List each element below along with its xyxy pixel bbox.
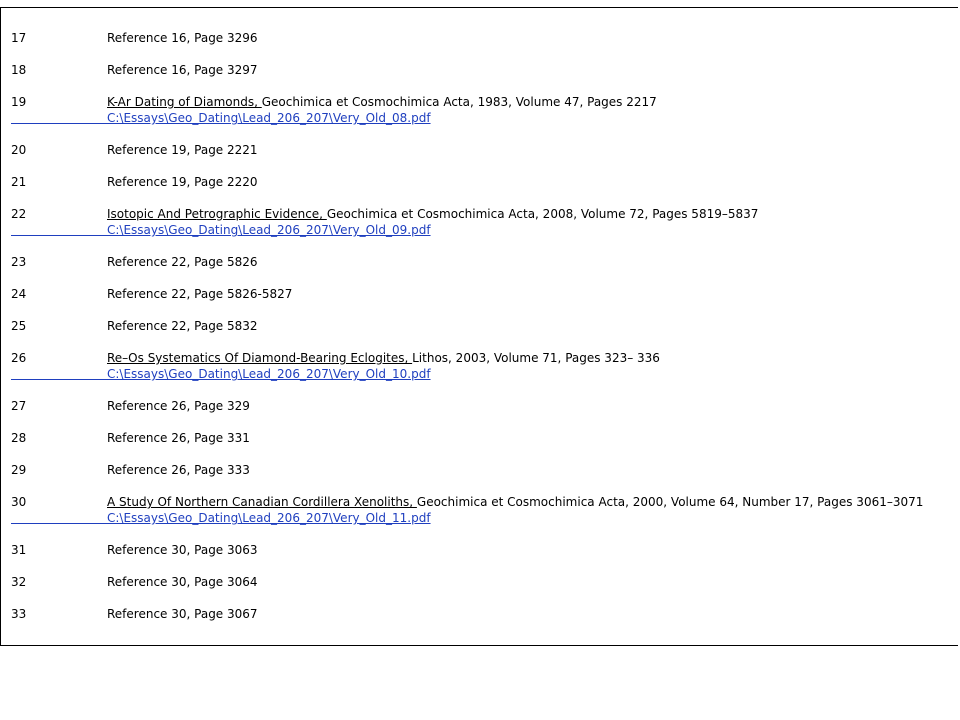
reference-file-link[interactable]: C:\Essays\Geo_Dating\Lead_206_207\Very_Old_09.pdf [107, 223, 431, 237]
reference-entry-27 [1, 398, 959, 430]
reference-number: 17 [11, 31, 27, 45]
reference-link-line [11, 222, 431, 238]
reference-entry-33 [1, 606, 959, 638]
reference-link-line [11, 110, 431, 126]
reference-entry-24 [1, 286, 959, 318]
reference-text: Reference 26, Page 331 [107, 431, 250, 445]
reference-number: 20 [11, 143, 27, 157]
reference-number: 33 [11, 607, 27, 621]
reference-entry-25 [1, 318, 959, 350]
reference-number: 26 [11, 351, 27, 365]
reference-number: 29 [11, 463, 27, 477]
reference-entry-29 [1, 462, 959, 494]
link-underline-lead [11, 366, 107, 380]
reference-title: Re–Os Systematics Of Diamond-Bearing Eclogites, [107, 351, 413, 365]
link-underline-lead [11, 110, 107, 124]
reference-citation [107, 94, 657, 110]
reference-number: 18 [11, 63, 27, 77]
reference-entry-23 [1, 254, 959, 286]
reference-citation [107, 350, 660, 366]
reference-text: Reference 26, Page 333 [107, 463, 250, 477]
reference-text: Reference 16, Page 3296 [107, 31, 258, 45]
reference-title: A Study Of Northern Canadian Cordillera Xenoliths, [107, 495, 417, 509]
reference-text: Reference 22, Page 5826 [107, 255, 258, 269]
reference-entry-31 [1, 542, 959, 574]
reference-title: K-Ar Dating of Diamonds, [107, 95, 262, 109]
reference-source: Geochimica et Cosmochimica Acta, 2000, Volume 64, Number 17, Pages 3061–3071 [416, 495, 924, 509]
reference-entry-20 [1, 142, 959, 174]
reference-link-line [11, 366, 431, 382]
reference-entry-22 [1, 206, 959, 254]
reference-citation [107, 206, 758, 222]
reference-number: 21 [11, 175, 27, 189]
reference-number: 19 [11, 95, 27, 109]
reference-source: Lithos, 2003, Volume 71, Pages 323– 336 [412, 351, 660, 365]
reference-file-link[interactable]: C:\Essays\Geo_Dating\Lead_206_207\Very_Old_11.pdf [107, 511, 431, 525]
reference-file-link[interactable]: C:\Essays\Geo_Dating\Lead_206_207\Very_Old_10.pdf [107, 367, 431, 381]
link-underline-lead [11, 222, 107, 236]
reference-entry-26 [1, 350, 959, 398]
reference-text: Reference 16, Page 3297 [107, 63, 258, 77]
reference-number: 32 [11, 575, 27, 589]
reference-text: Reference 19, Page 2221 [107, 143, 258, 157]
reference-number: 25 [11, 319, 27, 333]
reference-number: 27 [11, 399, 27, 413]
reference-number: 22 [11, 207, 27, 221]
reference-source: Geochimica et Cosmochimica Acta, 1983, Volume 47, Pages 2217 [261, 95, 657, 109]
reference-entry-30 [1, 494, 959, 542]
reference-number: 31 [11, 543, 27, 557]
reference-text: Reference 22, Page 5832 [107, 319, 258, 333]
reference-number: 30 [11, 495, 27, 509]
document-page [0, 7, 958, 646]
reference-link-line [11, 510, 431, 526]
link-underline-lead [11, 510, 107, 524]
reference-source: Geochimica et Cosmochimica Acta, 2008, Volume 72, Pages 5819–5837 [326, 207, 759, 221]
reference-text: Reference 19, Page 2220 [107, 175, 258, 189]
reference-text: Reference 30, Page 3067 [107, 607, 258, 621]
reference-text: Reference 30, Page 3063 [107, 543, 258, 557]
reference-list [1, 30, 959, 638]
reference-entry-17 [1, 30, 959, 62]
reference-citation [107, 494, 923, 510]
reference-entry-18 [1, 62, 959, 94]
reference-text: Reference 22, Page 5826-5827 [107, 287, 293, 301]
reference-entry-21 [1, 174, 959, 206]
reference-entry-32 [1, 574, 959, 606]
reference-number: 23 [11, 255, 27, 269]
reference-file-link[interactable]: C:\Essays\Geo_Dating\Lead_206_207\Very_Old_08.pdf [107, 111, 431, 125]
reference-text: Reference 30, Page 3064 [107, 575, 258, 589]
reference-number: 28 [11, 431, 27, 445]
reference-title: Isotopic And Petrographic Evidence, [107, 207, 327, 221]
reference-entry-19 [1, 94, 959, 142]
reference-text: Reference 26, Page 329 [107, 399, 250, 413]
reference-entry-28 [1, 430, 959, 462]
reference-number: 24 [11, 287, 27, 301]
